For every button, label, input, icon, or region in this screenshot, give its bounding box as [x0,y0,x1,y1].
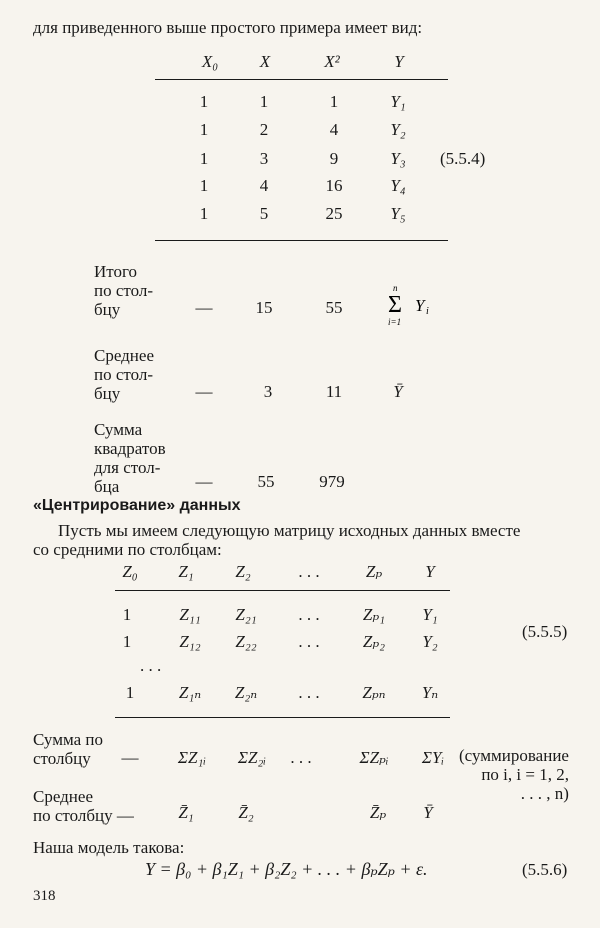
cell: Zₚ₁ [362,605,386,624]
cell: ΣZ₂ᵢ [237,748,267,767]
sum-upper-limit: n [393,283,398,293]
body-rule [115,717,450,718]
cell: 1 [125,683,135,702]
cell: Y₁ [422,605,438,624]
cell: . . . [298,605,320,624]
cell: . . . [298,632,320,651]
cell: Z₁ₙ [178,683,202,702]
cell: 5 [259,204,269,223]
cell: 1 [122,605,132,624]
summary-label-sumsq: Сумма квадратов для стол- бца [94,420,166,496]
cell: 11 [325,382,343,401]
sum-sigma: Σ [388,292,402,318]
cell: 55 [325,298,343,317]
header-y: Y [425,562,435,581]
cell: 1 [259,92,269,111]
header-x: X [259,52,271,71]
cell: — [195,472,213,491]
cell: Z̄₁ [178,803,194,822]
cell: 9 [329,149,339,168]
cell: 1 [199,204,209,223]
section-heading: «Центрирование» данных [33,497,241,514]
cell: Z₁₂ [179,632,201,651]
cell: 3 [259,149,269,168]
cell: Z₂₂ [235,632,257,651]
cell: ΣZₚᵢ [359,748,389,767]
intro-text: для приведенного выше простого примера имеет вид: [33,18,423,37]
sum-lower-limit: i=1 [388,317,402,327]
header-y: Y [394,52,404,71]
cell: Zₚ₂ [362,632,386,651]
cell: Y₄ [390,176,406,195]
paragraph-line-2: со средними по столбцам: [33,540,222,559]
cell: Y₁ [390,92,406,111]
cell: . . . [290,748,312,767]
cell: 1 [199,149,209,168]
cell: 4 [329,120,339,139]
page-number: 318 [33,888,56,904]
equation-number: (5.5.4) [440,149,486,168]
header-x0: X₀ [201,52,219,71]
cell: Z̄₂ [238,803,254,822]
cell: Yₙ [421,683,439,702]
paragraph-line-1: Пусть мы имеем следующую матрицу исходных данных вместе [58,521,521,540]
model-intro: Наша модель такова: [33,838,185,857]
summation-symbol [380,282,442,328]
header-rule [115,590,450,591]
cell: 1 [199,120,209,139]
cell: Z₂₁ [235,605,257,624]
header-z0: Z₀ [122,562,138,581]
sum-label: Сумма по столбцу [33,730,103,768]
cell: ΣYᵢ [421,748,445,767]
cell: 1 [199,176,209,195]
header-x2: X² [324,52,340,71]
svg-text:i: i [426,306,429,317]
cell: Z₂ₙ [234,683,258,702]
cell: 4 [259,176,269,195]
header-zp: Zₚ [365,562,383,581]
mean-label: Среднее по столбцу — [33,787,134,825]
cell: Y₃ [390,149,406,168]
header-rule [155,79,448,80]
cell: Y₅ [390,204,406,223]
cell: — [195,382,213,401]
cell: Y₂ [390,120,406,139]
cell: 3 [263,382,273,401]
vertical-ellipsis-row: . . . [140,656,162,675]
model-equation: Y = β₀ + β₁Z₁ + β₂Z₂ + . . . + βₚZₚ + ε. [145,859,428,879]
equation-number: (5.5.5) [522,622,568,641]
cell: 1 [329,92,339,111]
summation-note: (суммирование по i, i = 1, 2, . . . , n) [459,746,569,803]
header-ellipsis: . . . [298,562,320,581]
cell: 979 [319,472,345,491]
header-z2: Z₂ [235,562,251,581]
cell: 1 [122,632,132,651]
cell: 55 [257,472,275,491]
summary-label-total: Итого по стол- бцу [94,262,154,319]
header-z1: Z₁ [178,562,194,581]
cell: Z₁₁ [179,605,201,624]
cell: ΣZ₁ᵢ [177,748,207,767]
cell: 16 [325,176,343,195]
summary-label-mean: Среднее по стол- бцу [94,346,154,403]
cell: 2 [259,120,269,139]
cell: Ȳ [393,382,403,401]
sum-term: Y [415,296,425,315]
cell: . . . [298,683,320,702]
body-rule [155,240,448,241]
cell: 25 [325,204,343,223]
equation-number: (5.5.6) [522,860,568,879]
cell: Zₚₙ [362,683,386,702]
cell: 1 [199,92,209,111]
cell: — [121,748,139,767]
cell: Ȳ [423,803,433,822]
cell: Z̄ₚ [369,803,387,822]
cell: Y₂ [422,632,438,651]
cell: 15 [255,298,273,317]
cell: — [195,298,213,317]
